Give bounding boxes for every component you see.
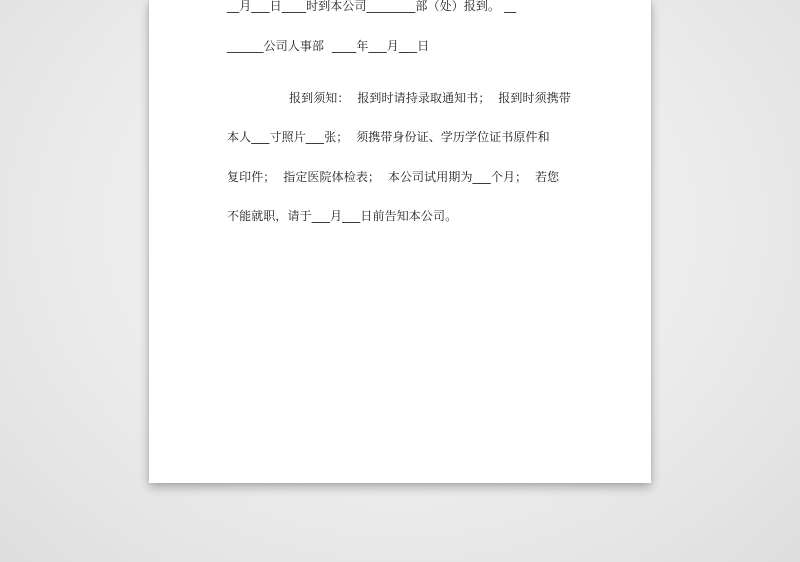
notice-heading-line: 报到须知： 报到时请持录取通知书； 报到时须携带	[289, 91, 571, 105]
probation-line: 复印件； 指定医院体检表； 本公司试用期为___个月； 若您	[227, 170, 560, 184]
photo-id-requirements-line: 本人___寸照片___张； 须携带身份证、学历学位证书原件和	[227, 130, 550, 144]
report-time-line: __月___日____时到本公司________部（处）报到。 __	[227, 0, 517, 13]
hr-department-date-line: ______公司人事部 ____年___月___日	[227, 39, 430, 53]
document-page	[149, 0, 651, 483]
decline-notice-line: 不能就职，请于___月___日前告知本公司。	[227, 209, 458, 223]
